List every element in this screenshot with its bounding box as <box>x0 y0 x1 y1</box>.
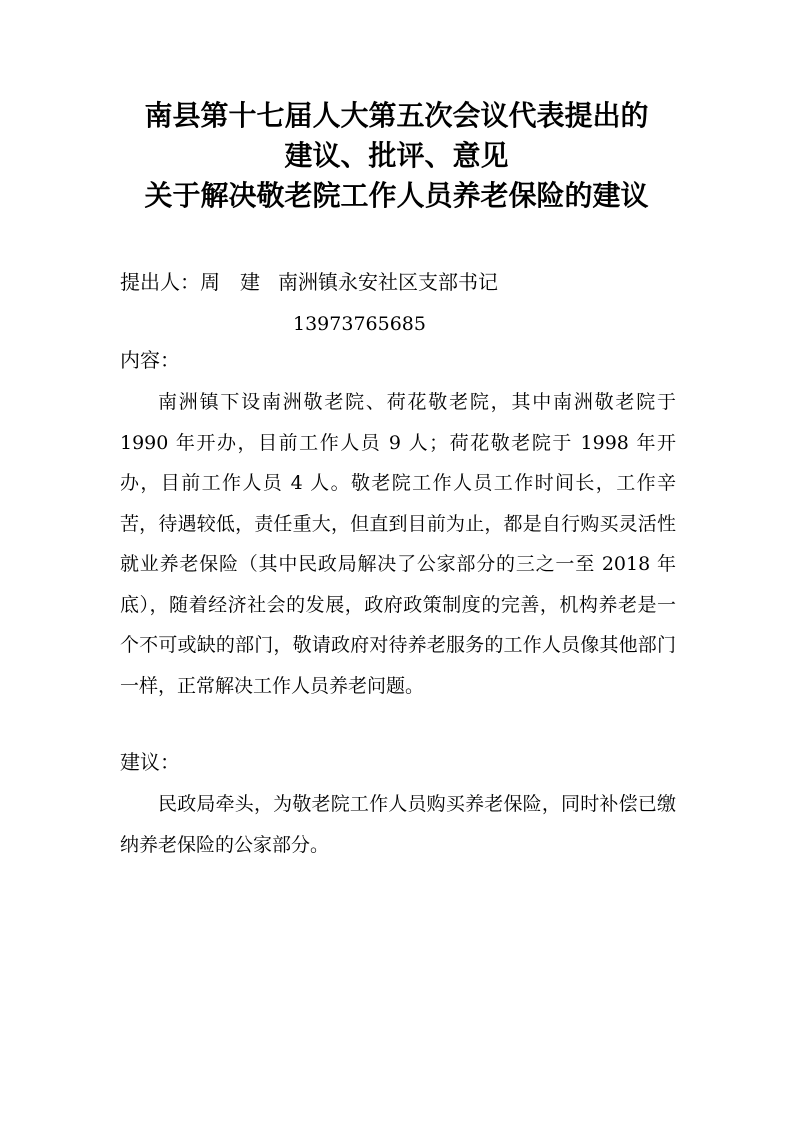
suggestion-label: 建议： <box>120 750 180 774</box>
title-line-3: 关于解决敬老院工作人员养老保险的建议 <box>144 179 649 212</box>
title-line-1: 南县第十七届人大第五次会议代表提出的 <box>144 99 649 132</box>
proposer-phone: 13973765685 <box>293 313 426 335</box>
suggestion-paragraph: 民政局牵头，为敬老院工作人员购买养老保险，同时补偿已缴纳养老保险的公家部分。 <box>120 793 676 856</box>
proposer-position: 南洲镇永安社区支部书记 <box>278 270 498 294</box>
content-paragraph: 南洲镇下设南洲敬老院、荷花敬老院，其中南洲敬老院于 1990 年开办，目前工作人员 9 人；荷花敬老院于 1998 年开办，目前工作人员 4 人。敬老院工作人员工作时间长，工作辛苦，待遇较低，责任重大，但直到目前为止，都是自行购买灵活性就业养老保险（其中民政局解决了公家部分的三之一至 2018 年底），随着经济社会的发展，政府政策制度的完善，机构养老是一个不可或缺的部门，敬请政府对待养老服务的工作人员像其他部门一样，正常解决工作人员养老问题。 <box>120 391 676 697</box>
proposer-label: 提出人： <box>120 270 200 294</box>
title-line-2: 建议、批评、意见 <box>284 139 509 172</box>
proposer-line <box>120 264 498 300</box>
proposer-name: 周 建 <box>200 270 260 294</box>
document-title <box>0 96 793 216</box>
content-label: 内容： <box>120 348 180 372</box>
